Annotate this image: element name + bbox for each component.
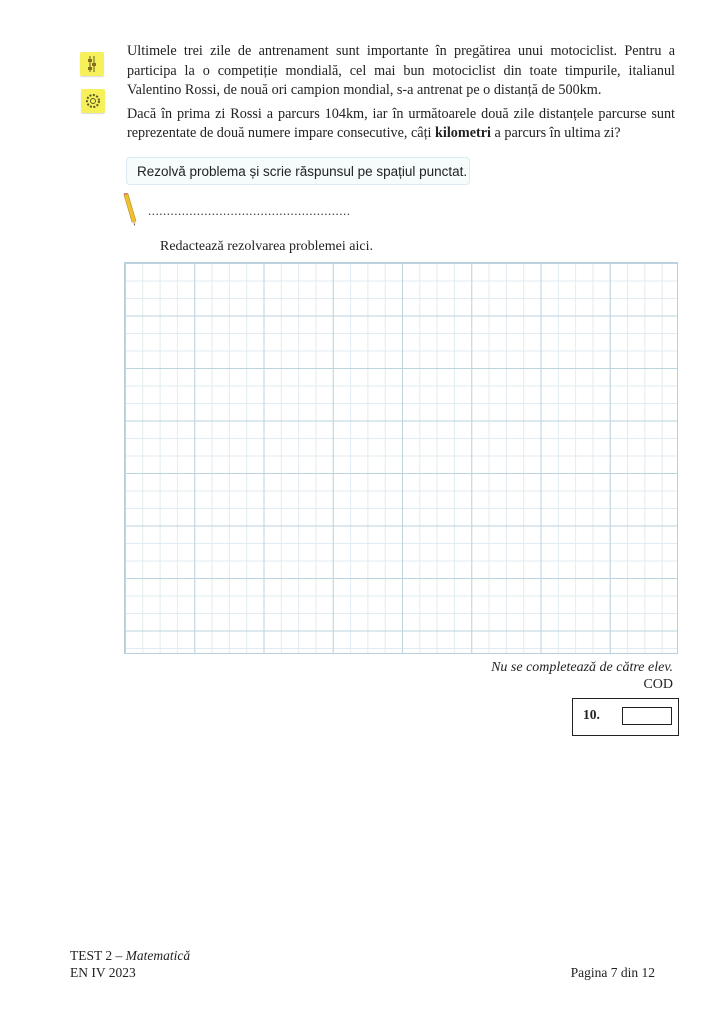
footer-exam: EN IV 2023 [70,965,136,980]
problem-question-end: a parcurs în ultima zi? [490,125,621,141]
scoring-box [572,698,679,736]
footer-test-prefix: TEST 2 – [70,948,126,963]
solution-grid[interactable] [124,262,678,654]
footer-subject: Matematică [125,948,191,963]
problem-paragraph-1: Ultimele trei zile de antrenament sunt importante în pregătirea unui motociclist. Pentru a participa la o competiție mondială, cel mai bun motociclist din toate timpurile, italianul Valentino Rossi, de nouă ori campion mondial, s-a antrenat pe o distanță de 500km. [127,43,675,98]
solution-label: Redactează rezolvarea problemei aici. [160,239,373,254]
problem-statement [127,42,675,148]
problem-paragraph-2 [127,105,675,144]
page-number: Pagina 7 din 12 [570,965,655,980]
instruction-box: Rezolvă problema și scrie răspunsul pe spațiul punctat. [126,157,470,185]
footer-test [70,947,190,964]
cod-label: COD [643,677,673,692]
pencil-icon [120,193,140,232]
abacus-icon [80,52,104,76]
teacher-only-note: Nu se completează de către elev. [491,660,673,675]
answer-line[interactable]: ...................................................... [148,203,351,218]
problem-emphasis: kilometri [435,125,491,141]
problem-question-start: Dacă în prima zi Rossi a parcurs 104km, iar în următoarele două zile distanțele parcurse sunt reprezentate de două numere impare consecutive, câți [127,105,675,141]
gears-icon [81,89,105,113]
code-field [622,707,672,725]
footer-left [70,947,190,981]
item-number: 10. [583,707,600,722]
